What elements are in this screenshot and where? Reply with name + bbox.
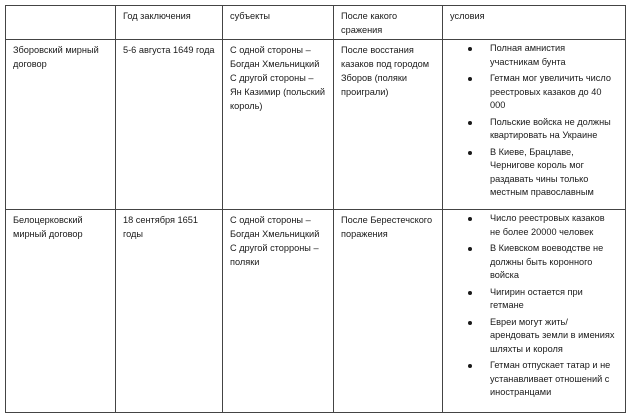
table-row: [6, 40, 626, 210]
condition-item: Евреи могут жить/арендовать земли в имениях шляхты и короля: [490, 316, 619, 357]
condition-item: Гетман отпускает татар и не устанавливает отношений с иностранцами: [490, 359, 619, 400]
conditions-list: [450, 212, 619, 400]
treaty-date-cell: 18 сентября 1651 годы: [116, 210, 223, 413]
condition-item: Полная амнистия участникам бунта: [490, 42, 619, 69]
header-cell-conditions: условия: [443, 6, 626, 40]
bullet-icon: [468, 364, 472, 368]
subject-line: С одной стороны – Богдан Хмельницкий: [230, 215, 320, 239]
condition-item: В Киевском воеводстве не должны быть коронного войска: [490, 242, 619, 283]
bullet-icon: [468, 77, 472, 81]
treaties-table: [5, 5, 626, 413]
treaty-subjects-cell: [223, 210, 334, 413]
bullet-icon: [468, 217, 472, 221]
treaty-battle-cell: После восстания казаков под городом Зборов (поляки проиграли): [334, 40, 443, 210]
bullet-icon: [468, 121, 472, 125]
condition-item: Чигирин остается при гетмане: [490, 286, 619, 313]
bullet-icon: [468, 47, 472, 51]
bullet-icon: [468, 247, 472, 251]
header-cell-battle: После какого сражения: [334, 6, 443, 40]
treaty-conditions-cell: [443, 40, 626, 210]
treaty-name-cell: Зборовский мирный договор: [6, 40, 116, 210]
header-cell-subjects: субъекты: [223, 6, 334, 40]
treaty-name-cell: Белоцерковский мирный договор: [6, 210, 116, 413]
bullet-icon: [468, 321, 472, 325]
treaty-conditions-cell: [443, 210, 626, 413]
subject-line: С другой сторроны – поляки: [230, 243, 322, 267]
subject-line: С другой стороны – Ян Казимир (польский король): [230, 73, 328, 111]
conditions-list: [450, 42, 619, 200]
treaty-subjects-cell: [223, 40, 334, 210]
condition-item: Число реестровых казаков не более 20000 человек: [490, 212, 619, 239]
condition-item: Польские войска не должны квартировать на Украине: [490, 116, 619, 143]
header-cell-name: [6, 6, 116, 40]
treaty-date-cell: 5-6 августа 1649 года: [116, 40, 223, 210]
subject-line: С одной стороны – Богдан Хмельницкий: [230, 45, 320, 69]
treaty-battle-cell: После Берестечского поражения: [334, 210, 443, 413]
header-cell-year: Год заключения: [116, 6, 223, 40]
bullet-icon: [468, 291, 472, 295]
condition-item: Гетман мог увеличить число реестровых казаков до 40 000: [490, 72, 619, 113]
bullet-icon: [468, 151, 472, 155]
table-row: [6, 210, 626, 413]
table-header-row: [6, 6, 626, 40]
condition-item: В Киеве, Брацлаве, Чернигове король мог раздавать чины только местным православным: [490, 146, 619, 200]
